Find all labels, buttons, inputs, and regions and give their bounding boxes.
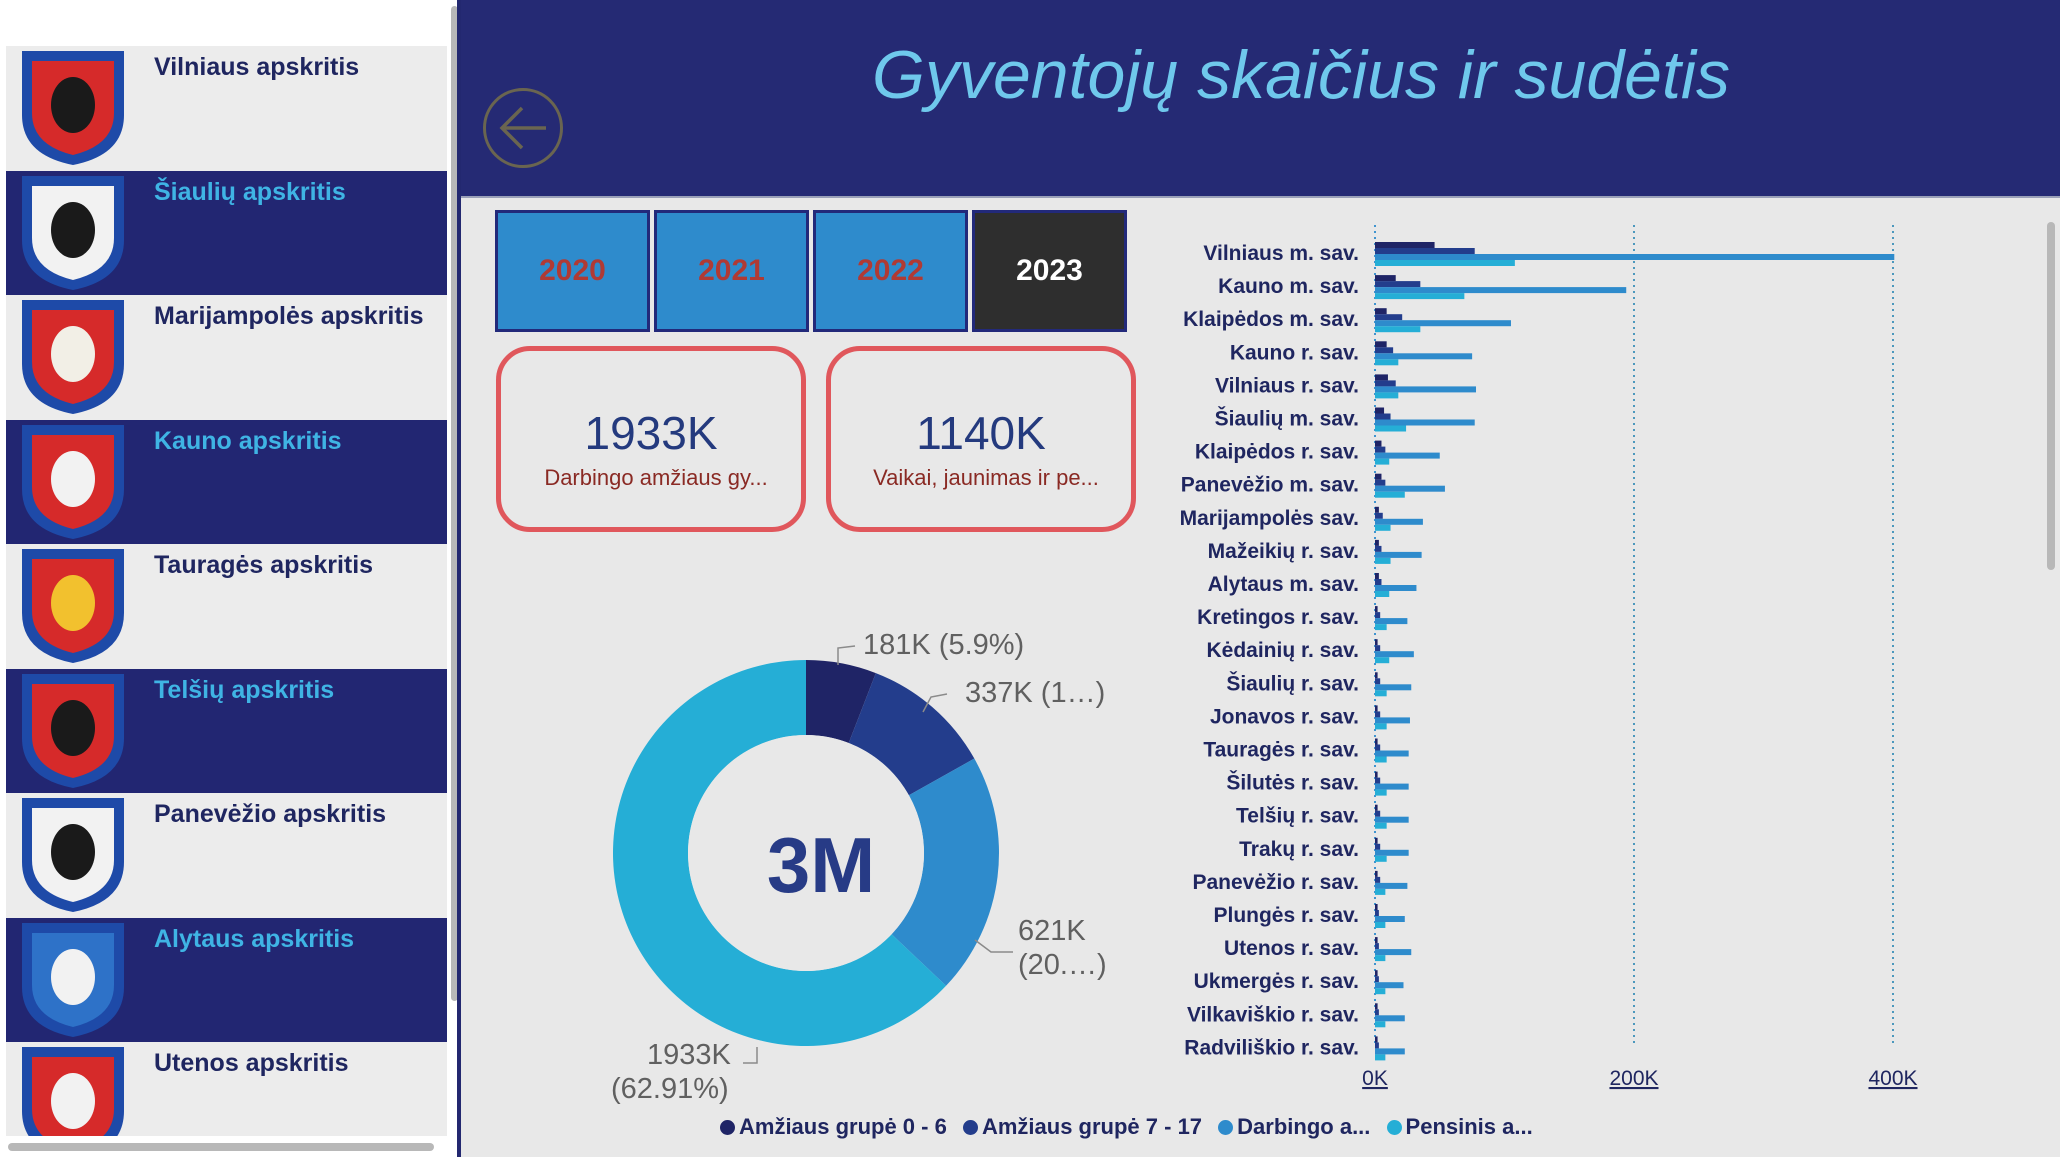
- legend-item: [963, 1114, 1202, 1140]
- bar-mark[interactable]: [1375, 606, 1378, 612]
- y-category-label: Ukmergės r. sav.: [1193, 970, 1359, 994]
- kpi-label: Vaikai, jaunimas ir pe...: [873, 465, 1099, 490]
- bar-mark[interactable]: [1375, 723, 1387, 729]
- y-category-label: Vilniaus r. sav.: [1215, 374, 1359, 398]
- donut-label-pension: 1933K: [647, 1039, 731, 1071]
- y-category-label: Kretingos r. sav.: [1197, 606, 1359, 630]
- bar-mark[interactable]: [1375, 585, 1416, 591]
- chart-vertical-scrollbar[interactable]: [2047, 222, 2055, 570]
- bar-mark[interactable]: [1375, 459, 1389, 465]
- bar-mark[interactable]: [1375, 672, 1378, 678]
- x-tick-label: 200K: [1609, 1067, 1659, 1090]
- region-item[interactable]: [6, 669, 447, 794]
- year-button-2021[interactable]: 2021: [654, 210, 809, 332]
- bar-mark[interactable]: [1375, 757, 1387, 763]
- bar-mark[interactable]: [1375, 982, 1403, 988]
- bar-mark[interactable]: [1375, 254, 1894, 260]
- bar-mark[interactable]: [1375, 447, 1385, 453]
- y-category-label: Radviliškio r. sav.: [1184, 1036, 1359, 1060]
- bar-mark[interactable]: [1375, 916, 1405, 922]
- y-category-label: Telšių r. sav.: [1236, 804, 1359, 828]
- bar-mark[interactable]: [1375, 513, 1383, 519]
- bar-mark[interactable]: [1375, 976, 1379, 982]
- lion-crest-icon: [20, 547, 126, 665]
- kpi-value: 1933K: [584, 407, 718, 459]
- bar-mark[interactable]: [1375, 739, 1378, 745]
- region-item[interactable]: [6, 1042, 447, 1136]
- sidebar-horizontal-scrollbar[interactable]: [8, 1143, 434, 1151]
- bar-mark[interactable]: [1375, 287, 1626, 293]
- bar-mark[interactable]: [1375, 426, 1406, 432]
- legend-item: [720, 1114, 947, 1140]
- y-category-label: Klaipėdos r. sav.: [1194, 440, 1359, 464]
- bar-mark[interactable]: [1375, 955, 1385, 961]
- y-category-label: Vilkaviškio r. sav.: [1186, 1003, 1359, 1027]
- bar-mark[interactable]: [1375, 1054, 1385, 1060]
- bar-mark[interactable]: [1375, 844, 1380, 850]
- bar-mark[interactable]: [1375, 260, 1515, 266]
- bar-mark[interactable]: [1375, 293, 1464, 299]
- bar-mark[interactable]: [1375, 817, 1409, 823]
- bar-mark[interactable]: [1375, 883, 1407, 889]
- armored-knight-crest-icon: [20, 921, 126, 1039]
- donut-chart: [461, 600, 1161, 1120]
- white-horse-crest-icon: [20, 1045, 126, 1136]
- bar-mark[interactable]: [1375, 380, 1396, 386]
- bar-mark[interactable]: [1375, 811, 1380, 817]
- bar-mark[interactable]: [1375, 326, 1420, 332]
- bar-mark[interactable]: [1375, 308, 1387, 314]
- bar-mark[interactable]: [1375, 639, 1378, 645]
- donut-label-working-pct: (20.…): [1018, 949, 1107, 981]
- donut-label-7-17: 337K (1…): [965, 677, 1106, 709]
- header-bar: [461, 0, 2060, 198]
- knight-rider-crest-icon: [20, 796, 126, 914]
- page-title: Gyventojų skaičius ir sudėtis: [872, 37, 1730, 113]
- y-category-label: Šiaulių m. sav.: [1214, 407, 1359, 431]
- bar-mark[interactable]: [1375, 374, 1388, 380]
- y-category-label: Kėdainių r. sav.: [1206, 639, 1359, 663]
- x-tick-label: 0K: [1362, 1067, 1388, 1090]
- y-category-label: Utenos r. sav.: [1223, 937, 1359, 961]
- bar-mark[interactable]: [1375, 320, 1511, 326]
- bar-mark[interactable]: [1375, 922, 1385, 928]
- bar-mark[interactable]: [1375, 1009, 1379, 1015]
- back-button[interactable]: [483, 88, 563, 168]
- bar-mark[interactable]: [1375, 772, 1378, 778]
- region-item-label: Panevėžio apskritis: [154, 800, 387, 828]
- bar-mark[interactable]: [1375, 684, 1411, 690]
- bar-mark[interactable]: [1375, 823, 1387, 829]
- legend-item: [1218, 1114, 1370, 1140]
- bar-mark[interactable]: [1375, 790, 1387, 796]
- donut-leader-line: [838, 646, 855, 665]
- y-category-label: Mažeikių r. sav.: [1207, 539, 1359, 563]
- bar-mark[interactable]: [1375, 453, 1440, 459]
- region-item[interactable]: [6, 918, 447, 1043]
- y-category-label: Kauno r. sav.: [1229, 341, 1359, 365]
- bar-mark[interactable]: [1375, 347, 1393, 353]
- donut-label-working: 621K: [1018, 915, 1086, 947]
- bar-mark[interactable]: [1375, 645, 1380, 651]
- year-button-2023[interactable]: 2023: [972, 210, 1127, 332]
- bar-mark[interactable]: [1375, 486, 1445, 492]
- bar-mark[interactable]: [1375, 1003, 1378, 1009]
- bar-mark[interactable]: [1375, 546, 1381, 552]
- year-button-2020[interactable]: 2020: [495, 210, 650, 332]
- y-category-label: Trakų r. sav.: [1239, 837, 1359, 861]
- y-category-label: Panevėžio m. sav.: [1180, 473, 1359, 497]
- y-category-label: Marijampolės sav.: [1179, 506, 1359, 530]
- bar-mark[interactable]: [1375, 519, 1423, 525]
- bar-mark[interactable]: [1375, 386, 1476, 392]
- region-item[interactable]: [6, 46, 447, 171]
- kpi-label: Darbingo amžiaus gy...: [544, 465, 768, 490]
- bar-mark[interactable]: [1375, 657, 1389, 663]
- region-item[interactable]: [6, 793, 447, 918]
- bar-mark[interactable]: [1375, 717, 1410, 723]
- legend-swatch: [1387, 1120, 1402, 1135]
- year-slicer: [495, 210, 1127, 334]
- chart-legend: [720, 1114, 1600, 1148]
- bar-mark[interactable]: [1375, 341, 1387, 347]
- y-category-label: Alytaus m. sav.: [1207, 573, 1359, 596]
- bar-mark[interactable]: [1375, 540, 1379, 546]
- bar-mark[interactable]: [1375, 275, 1396, 281]
- bar-mark[interactable]: [1375, 612, 1380, 618]
- bar-mark[interactable]: [1375, 711, 1380, 717]
- y-category-label: Jonavos r. sav.: [1209, 705, 1359, 729]
- legend-label: Pensinis a...: [1405, 1114, 1533, 1139]
- donut-leader-line: [743, 1047, 757, 1063]
- bar-mark[interactable]: [1375, 408, 1384, 414]
- region-item-label: Telšių apskritis: [154, 675, 335, 704]
- bar-mark[interactable]: [1375, 492, 1405, 498]
- bar-mark[interactable]: [1375, 281, 1420, 287]
- legend-item: [1387, 1114, 1533, 1140]
- y-category-label: Šilutės r. sav.: [1226, 771, 1359, 795]
- region-item[interactable]: [6, 420, 447, 545]
- donut-label-pension-pct: (62.91%): [611, 1073, 729, 1105]
- bar-mark[interactable]: [1375, 525, 1391, 531]
- x-tick-label: 400K: [1868, 1067, 1918, 1090]
- bar-mark[interactable]: [1375, 1015, 1405, 1021]
- region-list: [6, 46, 447, 1136]
- y-category-label: Vilniaus m. sav.: [1203, 242, 1359, 265]
- bear-crest-icon: [20, 672, 126, 790]
- y-category-label: Klaipėdos m. sav.: [1183, 308, 1359, 332]
- legend-swatch: [1218, 1120, 1233, 1135]
- bar-mark[interactable]: [1375, 1048, 1405, 1054]
- region-item-label: Marijampolės apskritis: [154, 302, 424, 330]
- black-bear-crest-icon: [20, 174, 126, 292]
- bar-mark[interactable]: [1375, 579, 1381, 585]
- bar-mark[interactable]: [1375, 910, 1379, 916]
- legend-label: Amžiaus grupė 0 - 6: [739, 1114, 947, 1139]
- bar-mark[interactable]: [1375, 591, 1389, 597]
- bar-mark[interactable]: [1375, 414, 1391, 420]
- legend-label: Amžiaus grupė 7 - 17: [981, 1114, 1203, 1139]
- bar-mark[interactable]: [1375, 871, 1378, 877]
- bar-mark[interactable]: [1375, 678, 1380, 684]
- y-category-label: Plungės r. sav.: [1213, 904, 1359, 927]
- bar-mark[interactable]: [1375, 552, 1422, 558]
- bull-head-crest-icon: [20, 423, 126, 541]
- bar-mark[interactable]: [1375, 558, 1391, 564]
- region-item-label: Utenos apskritis: [154, 1049, 349, 1077]
- bar-mark[interactable]: [1375, 877, 1380, 883]
- bar-mark[interactable]: [1375, 474, 1381, 480]
- bar-mark[interactable]: [1375, 507, 1379, 513]
- region-item-label: Alytaus apskritis: [154, 924, 355, 953]
- bar-mark[interactable]: [1375, 573, 1379, 579]
- bar-mark[interactable]: [1375, 359, 1398, 365]
- region-item-label: Tauragės apskritis: [154, 551, 374, 579]
- region-item-label: Šiaulių apskritis: [154, 177, 346, 206]
- region-item-label: Kauno apskritis: [154, 426, 342, 455]
- bar-mark[interactable]: [1375, 889, 1385, 895]
- region-item[interactable]: [6, 295, 447, 420]
- bar-mark[interactable]: [1375, 248, 1475, 254]
- bar-mark[interactable]: [1375, 392, 1398, 398]
- bar-mark[interactable]: [1375, 850, 1409, 856]
- bar-mark[interactable]: [1375, 624, 1387, 630]
- bar-mark[interactable]: [1375, 937, 1378, 943]
- bar-mark[interactable]: [1375, 904, 1378, 910]
- bar-mark[interactable]: [1375, 751, 1409, 757]
- donut-leader-line: [975, 940, 1013, 952]
- main-panel: [461, 0, 2060, 1157]
- bar-mark[interactable]: [1375, 805, 1378, 811]
- municipality-bar-chart: [1161, 205, 2041, 1135]
- region-sidebar: [0, 0, 461, 1157]
- bar-mark[interactable]: [1375, 784, 1409, 790]
- kpi-card-working-age: [496, 346, 806, 532]
- figure-crest-icon: [20, 298, 126, 416]
- donut-total: 3M: [766, 821, 876, 909]
- bar-mark[interactable]: [1375, 314, 1402, 320]
- bar-mark[interactable]: [1375, 1042, 1379, 1048]
- bar-mark[interactable]: [1375, 778, 1380, 784]
- bar-mark[interactable]: [1375, 988, 1385, 994]
- y-category-label: Kauno m. sav.: [1218, 275, 1359, 299]
- legend-swatch: [720, 1120, 735, 1135]
- bar-mark[interactable]: [1375, 943, 1379, 949]
- bar-mark[interactable]: [1375, 480, 1385, 486]
- region-item[interactable]: [6, 171, 447, 296]
- bar-mark[interactable]: [1375, 705, 1378, 711]
- bar-mark[interactable]: [1375, 420, 1475, 426]
- kpi-card-youth-pension: [826, 346, 1136, 532]
- bar-mark[interactable]: [1375, 651, 1414, 657]
- bar-mark[interactable]: [1375, 1036, 1378, 1042]
- region-item[interactable]: [6, 544, 447, 669]
- arrow-left-icon: [486, 91, 560, 165]
- bar-mark[interactable]: [1375, 242, 1435, 248]
- donut-label-0-6: 181K (5.9%): [863, 629, 1025, 661]
- year-button-2022[interactable]: 2022: [813, 210, 968, 332]
- region-item-label: Vilniaus apskritis: [154, 53, 360, 81]
- legend-swatch: [963, 1120, 978, 1135]
- bar-mark[interactable]: [1375, 1021, 1385, 1027]
- legend-label: Darbingo a...: [1237, 1114, 1371, 1139]
- bar-mark[interactable]: [1375, 441, 1381, 447]
- y-category-label: Tauragės r. sav.: [1203, 738, 1359, 762]
- bar-mark[interactable]: [1375, 745, 1380, 751]
- y-category-label: Panevėžio r. sav.: [1192, 870, 1359, 894]
- bar-mark[interactable]: [1375, 690, 1387, 696]
- bar-mark[interactable]: [1375, 970, 1378, 976]
- bar-mark[interactable]: [1375, 838, 1378, 844]
- bar-mark[interactable]: [1375, 856, 1387, 862]
- bar-mark[interactable]: [1375, 618, 1407, 624]
- kpi-value: 1140K: [916, 407, 1046, 459]
- knight-rider-crest-icon: [20, 49, 126, 167]
- y-category-label: Šiaulių r. sav.: [1226, 672, 1359, 696]
- bar-chart-svg: [1161, 205, 2041, 1105]
- bar-mark[interactable]: [1375, 353, 1472, 359]
- bar-mark[interactable]: [1375, 949, 1411, 955]
